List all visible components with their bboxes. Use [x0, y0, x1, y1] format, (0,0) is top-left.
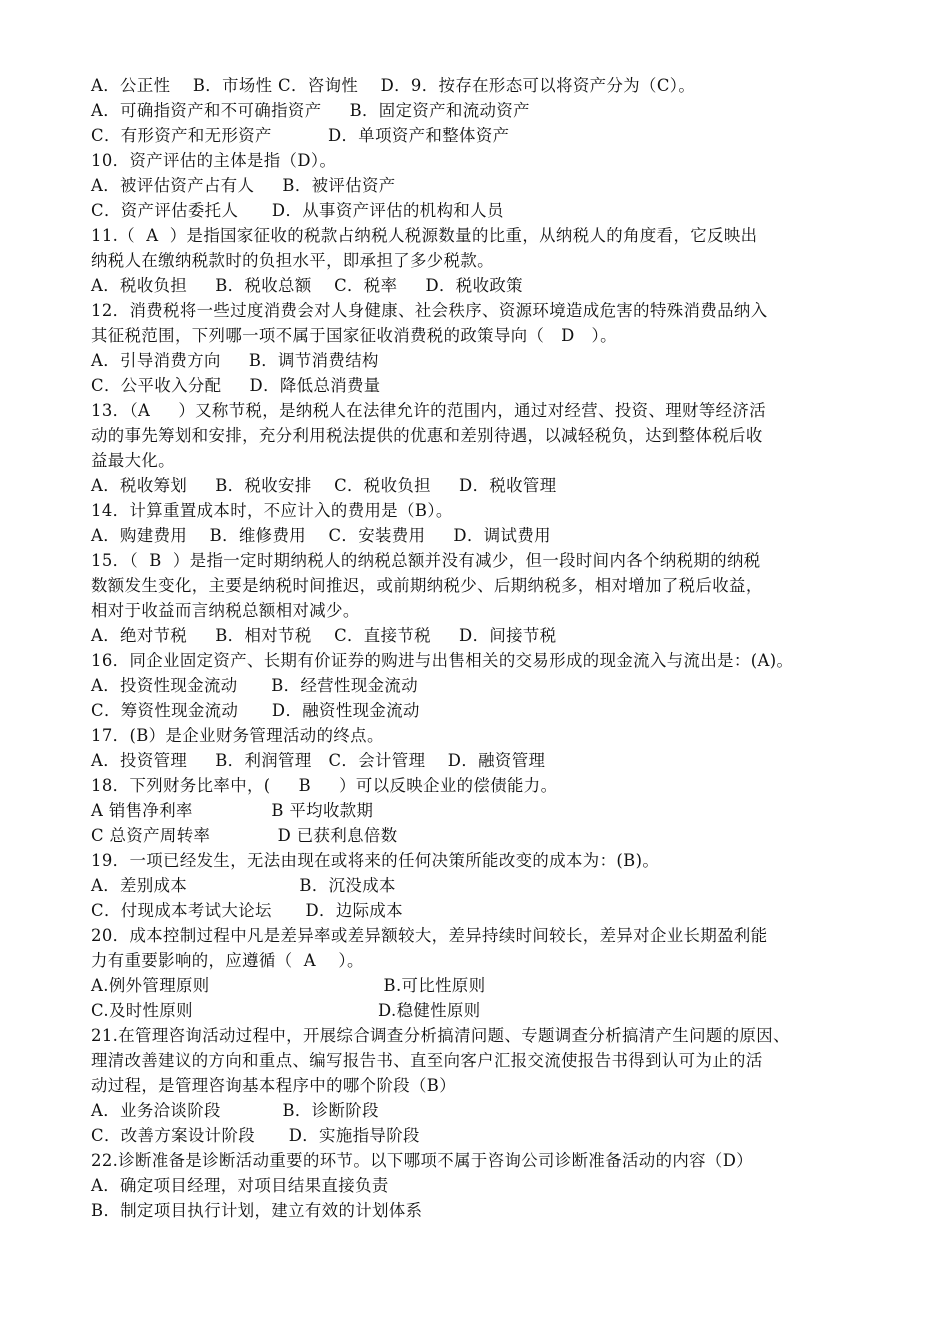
text-line: A．税收筹划 B．税收安排 C．税收负担 D．税收管理 — [91, 476, 557, 495]
text-line: 14．计算重置成本时，不应计入的费用是（B）。 — [91, 501, 453, 520]
text-line: 11.（ A ）是指国家征收的税款占纳税人税源数量的比重，从纳税人的角度看，它反映出 — [91, 226, 758, 245]
text-line: A．税收负担 B．税收总额 C．税率 D．税收政策 — [91, 276, 523, 295]
text-line: 理清改善建议的方向和重点、编写报告书、直至向客户汇报交流使报告书得到认可为止的活 — [91, 1051, 763, 1070]
text-line: 16．同企业固定资产、长期有价证券的购进与出售相关的交易形成的现金流入与流出是：(A)。 — [91, 651, 794, 670]
text-line: A．差别成本 B．沉没成本 — [91, 876, 396, 895]
text-line: 益最大化。 — [91, 451, 175, 470]
text-line: C．筹资性现金流动 D．融资性现金流动 — [91, 701, 420, 720]
text-line: A．可确指资产和不可确指资产 B．固定资产和流动资产 — [91, 101, 530, 120]
text-line: 17．(B）是企业财务管理活动的终点。 — [91, 726, 384, 745]
text-line: A 销售净利率 B 平均收款期 — [91, 801, 374, 820]
text-line: A．投资管理 B．利润管理 C．会计管理 D．融资管理 — [91, 751, 546, 770]
text-line: C.及时性原则 D.稳健性原则 — [91, 1001, 481, 1020]
text-line: 动的事先筹划和安排，充分利用税法提供的优惠和差别待遇，以减轻税负，达到整体税后收 — [91, 426, 763, 445]
text-line: 相对于收益而言纳税总额相对减少。 — [91, 601, 360, 620]
text-line: C．付现成本考试大论坛 D．边际成本 — [91, 901, 404, 920]
text-line: A.例外管理原则 B.可比性原则 — [91, 976, 486, 995]
text-line: A．绝对节税 B．相对节税 C．直接节税 D．间接节税 — [91, 626, 557, 645]
text-line: 数额发生变化，主要是纳税时间推迟，或前期纳税少、后期纳税多，相对增加了税后收益， — [91, 576, 763, 595]
text-line: A．确定项目经理，对项目结果直接负责 — [91, 1176, 389, 1195]
text-line: A．购建费用 B．维修费用 C．安装费用 D．调试费用 — [91, 526, 551, 545]
text-line: C．资产评估委托人 D．从事资产评估的机构和人员 — [91, 201, 504, 220]
text-line: 力有重要影响的，应遵循（ A ）。 — [91, 951, 364, 970]
text-line: A．业务洽谈阶段 B．诊断阶段 — [91, 1101, 379, 1120]
text-line: 动过程，是管理咨询基本程序中的哪个阶段（B） — [91, 1076, 457, 1095]
text-line: 其征税范围，下列哪一项不属于国家征收消费税的政策导向（ D ）。 — [91, 326, 617, 345]
text-line: 21.在管理咨询活动过程中，开展综合调查分析搞清问题、专题调查分析搞清产生问题的原因、 — [91, 1026, 790, 1045]
text-line: 12．消费税将一些过度消费会对人身健康、社会秩序、资源环境造成危害的特殊消费品纳入 — [91, 301, 768, 320]
text-line: A．引导消费方向 B．调节消费结构 — [91, 351, 379, 370]
text-line: C．改善方案设计阶段 D．实施指导阶段 — [91, 1126, 420, 1145]
text-line: 纳税人在缴纳税款时的负担水平，即承担了多少税款。 — [91, 251, 494, 270]
text-line: 15．（ B ）是指一定时期纳税人的纳税总额并没有减少，但一段时间内各个纳税期的纳税 — [91, 551, 761, 570]
text-line: 18．下列财务比率中，( B ）可以反映企业的偿债能力。 — [91, 776, 558, 795]
text-line: 13．（A ）又称节税，是纳税人在法律允许的范围内，通过对经营、投资、理财等经济活 — [91, 401, 766, 420]
text-line: A．被评估资产占有人 B．被评估资产 — [91, 176, 396, 195]
text-line: C 总资产周转率 D 已获利息倍数 — [91, 826, 398, 845]
text-line: 10．资产评估的主体是指（D）。 — [91, 151, 337, 170]
text-line: 22.诊断准备是诊断活动重要的环节。以下哪项不属于咨询公司诊断准备活动的内容（D） — [91, 1151, 754, 1170]
text-line: A．公正性 B．市场性 C．咨询性 D．9．按存在形态可以将资产分为（C）。 — [91, 76, 696, 95]
text-line: B．制定项目执行计划，建立有效的计划体系 — [91, 1201, 423, 1220]
text-line: C．公平收入分配 D．降低总消费量 — [91, 376, 381, 395]
text-line: C．有形资产和无形资产 D．单项资产和整体资产 — [91, 126, 510, 145]
text-line: A．投资性现金流动 B．经营性现金流动 — [91, 676, 418, 695]
text-line: 19．一项已经发生，无法由现在或将来的任何决策所能改变的成本为：(B)。 — [91, 851, 660, 870]
text-line: 20．成本控制过程中凡是差异率或差异额较大，差异持续时间较长，差异对企业长期盈利能 — [91, 926, 768, 945]
